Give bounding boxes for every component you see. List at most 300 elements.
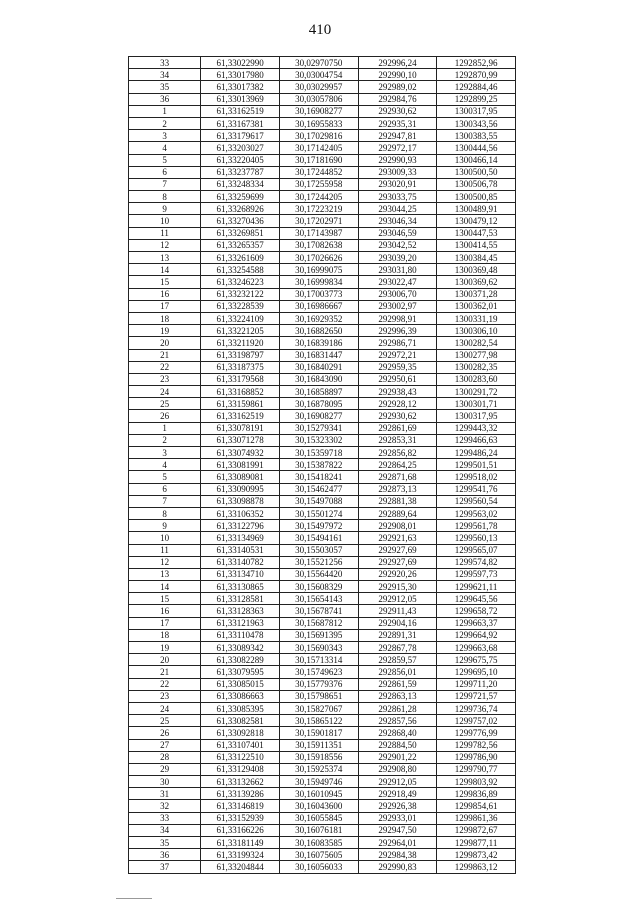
cell-point-number: 13 xyxy=(129,568,201,580)
cell-longitude: 30,15925374 xyxy=(279,763,358,775)
table-row xyxy=(129,568,516,580)
cell-point-number: 7 xyxy=(129,495,201,507)
table-row xyxy=(129,605,516,617)
cell-x-coordinate: 292950,61 xyxy=(358,373,437,385)
cell-y-coordinate: 1299803,92 xyxy=(437,776,516,788)
cell-x-coordinate: 292984,76 xyxy=(358,93,437,105)
cell-longitude: 30,15654143 xyxy=(279,593,358,605)
cell-y-coordinate: 1292852,96 xyxy=(437,57,516,69)
cell-y-coordinate: 1299664,92 xyxy=(437,629,516,641)
cell-latitude: 61,33121963 xyxy=(201,617,280,629)
cell-x-coordinate: 292972,17 xyxy=(358,142,437,154)
cell-latitude: 61,33122510 xyxy=(201,751,280,763)
table-row xyxy=(129,93,516,105)
cell-y-coordinate: 1300343,56 xyxy=(437,117,516,129)
cell-longitude: 30,15359718 xyxy=(279,447,358,459)
cell-longitude: 30,15713314 xyxy=(279,654,358,666)
cell-point-number: 18 xyxy=(129,312,201,324)
cell-point-number: 26 xyxy=(129,410,201,422)
cell-longitude: 30,15497972 xyxy=(279,520,358,532)
cell-latitude: 61,33079595 xyxy=(201,666,280,678)
cell-x-coordinate: 293022,47 xyxy=(358,276,437,288)
table-row xyxy=(129,288,516,300)
cell-y-coordinate: 1299782,56 xyxy=(437,739,516,751)
cell-longitude: 30,15418241 xyxy=(279,471,358,483)
cell-longitude: 30,15497088 xyxy=(279,495,358,507)
table-row xyxy=(129,117,516,129)
cell-latitude: 61,33089342 xyxy=(201,642,280,654)
cell-latitude: 61,33134969 xyxy=(201,532,280,544)
cell-point-number: 23 xyxy=(129,373,201,385)
cell-longitude: 30,17029816 xyxy=(279,130,358,142)
table-row xyxy=(129,69,516,81)
cell-latitude: 61,33269851 xyxy=(201,227,280,239)
table-row xyxy=(129,459,516,471)
cell-point-number: 19 xyxy=(129,642,201,654)
table-row xyxy=(129,507,516,519)
cell-y-coordinate: 1300283,60 xyxy=(437,373,516,385)
cell-y-coordinate: 1299695,10 xyxy=(437,666,516,678)
cell-y-coordinate: 1300306,10 xyxy=(437,325,516,337)
cell-point-number: 14 xyxy=(129,581,201,593)
cell-longitude: 30,15901817 xyxy=(279,727,358,739)
cell-latitude: 61,33166226 xyxy=(201,824,280,836)
table-row xyxy=(129,178,516,190)
table-row xyxy=(129,824,516,836)
cell-point-number: 16 xyxy=(129,605,201,617)
page-number: 410 xyxy=(308,22,332,38)
cell-latitude: 61,33085015 xyxy=(201,678,280,690)
cell-longitude: 30,15279341 xyxy=(279,422,358,434)
table-row xyxy=(129,678,516,690)
cell-x-coordinate: 292990,10 xyxy=(358,69,437,81)
cell-point-number: 3 xyxy=(129,130,201,142)
cell-longitude: 30,16858897 xyxy=(279,386,358,398)
cell-latitude: 61,33159861 xyxy=(201,398,280,410)
table-row xyxy=(129,715,516,727)
table-row xyxy=(129,166,516,178)
cell-latitude: 61,33128581 xyxy=(201,593,280,605)
cell-y-coordinate: 1300282,54 xyxy=(437,337,516,349)
cell-latitude: 61,33082581 xyxy=(201,715,280,727)
cell-x-coordinate: 292998,91 xyxy=(358,312,437,324)
table-row xyxy=(129,702,516,714)
cell-y-coordinate: 1300277,98 xyxy=(437,349,516,361)
cell-point-number: 18 xyxy=(129,629,201,641)
cell-x-coordinate: 292889,64 xyxy=(358,507,437,519)
table-row xyxy=(129,276,516,288)
cell-y-coordinate: 1300317,95 xyxy=(437,105,516,117)
cell-latitude: 61,33168852 xyxy=(201,386,280,398)
table-row xyxy=(129,544,516,556)
cell-y-coordinate: 1300500,85 xyxy=(437,191,516,203)
cell-point-number: 35 xyxy=(129,837,201,849)
cell-latitude: 61,33268926 xyxy=(201,203,280,215)
cell-y-coordinate: 1299675,75 xyxy=(437,654,516,666)
cell-y-coordinate: 1300414,55 xyxy=(437,239,516,251)
cell-y-coordinate: 1300369,48 xyxy=(437,264,516,276)
cell-point-number: 25 xyxy=(129,398,201,410)
cell-latitude: 61,33081991 xyxy=(201,459,280,471)
cell-longitude: 30,02970750 xyxy=(279,57,358,69)
cell-longitude: 30,15827067 xyxy=(279,702,358,714)
cell-latitude: 61,33122796 xyxy=(201,520,280,532)
cell-latitude: 61,33132662 xyxy=(201,776,280,788)
cell-point-number: 1 xyxy=(129,105,201,117)
cell-latitude: 61,33098878 xyxy=(201,495,280,507)
cell-point-number: 23 xyxy=(129,690,201,702)
cell-longitude: 30,17143987 xyxy=(279,227,358,239)
cell-x-coordinate: 292901,22 xyxy=(358,751,437,763)
cell-y-coordinate: 1300479,12 xyxy=(437,215,516,227)
cell-x-coordinate: 292861,69 xyxy=(358,422,437,434)
cell-longitude: 30,15949746 xyxy=(279,776,358,788)
cell-y-coordinate: 1300384,45 xyxy=(437,252,516,264)
cell-x-coordinate: 292918,49 xyxy=(358,788,437,800)
cell-point-number: 14 xyxy=(129,264,201,276)
cell-x-coordinate: 292856,01 xyxy=(358,666,437,678)
cell-latitude: 61,33146819 xyxy=(201,800,280,812)
cell-y-coordinate: 1292899,25 xyxy=(437,93,516,105)
cell-longitude: 30,15503057 xyxy=(279,544,358,556)
cell-x-coordinate: 292857,56 xyxy=(358,715,437,727)
cell-longitude: 30,15691395 xyxy=(279,629,358,641)
cell-y-coordinate: 1299621,11 xyxy=(437,581,516,593)
cell-longitude: 30,17202971 xyxy=(279,215,358,227)
table-row xyxy=(129,142,516,154)
table-row xyxy=(129,349,516,361)
table-row xyxy=(129,312,516,324)
cell-y-coordinate: 1299786,90 xyxy=(437,751,516,763)
cell-x-coordinate: 292996,24 xyxy=(358,57,437,69)
cell-y-coordinate: 1299563,02 xyxy=(437,507,516,519)
cell-longitude: 30,16878095 xyxy=(279,398,358,410)
cell-y-coordinate: 1299663,68 xyxy=(437,642,516,654)
cell-x-coordinate: 292868,40 xyxy=(358,727,437,739)
cell-x-coordinate: 292881,38 xyxy=(358,495,437,507)
table-row xyxy=(129,373,516,385)
cell-longitude: 30,15564420 xyxy=(279,568,358,580)
cell-point-number: 2 xyxy=(129,117,201,129)
cell-longitude: 30,15323302 xyxy=(279,434,358,446)
table-row xyxy=(129,800,516,812)
table-row xyxy=(129,130,516,142)
cell-latitude: 61,33246223 xyxy=(201,276,280,288)
cell-x-coordinate: 292927,69 xyxy=(358,544,437,556)
table-row xyxy=(129,227,516,239)
cell-longitude: 30,17026626 xyxy=(279,252,358,264)
cell-longitude: 30,15521256 xyxy=(279,556,358,568)
cell-latitude: 61,33017980 xyxy=(201,69,280,81)
cell-point-number: 9 xyxy=(129,520,201,532)
cell-y-coordinate: 1299872,67 xyxy=(437,824,516,836)
cell-x-coordinate: 292856,82 xyxy=(358,447,437,459)
cell-point-number: 27 xyxy=(129,739,201,751)
cell-longitude: 30,16882650 xyxy=(279,325,358,337)
table-row xyxy=(129,398,516,410)
cell-y-coordinate: 1300466,14 xyxy=(437,154,516,166)
cell-latitude: 61,33181149 xyxy=(201,837,280,849)
table-row xyxy=(129,593,516,605)
table-row xyxy=(129,837,516,849)
cell-point-number: 17 xyxy=(129,617,201,629)
cell-longitude: 30,03057806 xyxy=(279,93,358,105)
table-row xyxy=(129,203,516,215)
cell-longitude: 30,16999075 xyxy=(279,264,358,276)
cell-y-coordinate: 1300506,78 xyxy=(437,178,516,190)
cell-point-number: 19 xyxy=(129,325,201,337)
cell-latitude: 61,33140782 xyxy=(201,556,280,568)
table-row xyxy=(129,495,516,507)
cell-longitude: 30,16831447 xyxy=(279,349,358,361)
table-row xyxy=(129,776,516,788)
cell-x-coordinate: 292990,83 xyxy=(358,861,437,873)
cell-longitude: 30,15865122 xyxy=(279,715,358,727)
cell-y-coordinate: 1299565,07 xyxy=(437,544,516,556)
cell-y-coordinate: 1300371,28 xyxy=(437,288,516,300)
coordinates-table-body xyxy=(129,57,516,874)
cell-latitude: 61,33179568 xyxy=(201,373,280,385)
cell-point-number: 15 xyxy=(129,276,201,288)
cell-x-coordinate: 293033,75 xyxy=(358,191,437,203)
cell-point-number: 16 xyxy=(129,288,201,300)
cell-latitude: 61,33162519 xyxy=(201,410,280,422)
cell-y-coordinate: 1300362,01 xyxy=(437,300,516,312)
table-row xyxy=(129,556,516,568)
table-row xyxy=(129,642,516,654)
cell-y-coordinate: 1299574,82 xyxy=(437,556,516,568)
cell-x-coordinate: 293031,80 xyxy=(358,264,437,276)
cell-y-coordinate: 1299541,76 xyxy=(437,483,516,495)
cell-y-coordinate: 1299711,20 xyxy=(437,678,516,690)
cell-point-number: 15 xyxy=(129,593,201,605)
cell-longitude: 30,16843090 xyxy=(279,373,358,385)
cell-x-coordinate: 292947,50 xyxy=(358,824,437,836)
cell-x-coordinate: 292984,38 xyxy=(358,849,437,861)
cell-latitude: 61,33167381 xyxy=(201,117,280,129)
cell-latitude: 61,33129408 xyxy=(201,763,280,775)
cell-latitude: 61,33203027 xyxy=(201,142,280,154)
cell-x-coordinate: 292871,68 xyxy=(358,471,437,483)
cell-latitude: 61,33228539 xyxy=(201,300,280,312)
cell-point-number: 12 xyxy=(129,556,201,568)
cell-latitude: 61,33179617 xyxy=(201,130,280,142)
cell-point-number: 6 xyxy=(129,483,201,495)
cell-latitude: 61,33092818 xyxy=(201,727,280,739)
table-row xyxy=(129,81,516,93)
cell-point-number: 21 xyxy=(129,666,201,678)
table-row xyxy=(129,447,516,459)
cell-point-number: 31 xyxy=(129,788,201,800)
table-row xyxy=(129,812,516,824)
coordinates-table xyxy=(128,56,516,874)
cell-point-number: 36 xyxy=(129,93,201,105)
table-row xyxy=(129,861,516,873)
cell-latitude: 61,33134710 xyxy=(201,568,280,580)
cell-latitude: 61,33106352 xyxy=(201,507,280,519)
cell-point-number: 11 xyxy=(129,227,201,239)
table-row xyxy=(129,154,516,166)
cell-y-coordinate: 1299861,36 xyxy=(437,812,516,824)
cell-longitude: 30,15501274 xyxy=(279,507,358,519)
cell-x-coordinate: 292904,16 xyxy=(358,617,437,629)
cell-latitude: 61,33237787 xyxy=(201,166,280,178)
cell-point-number: 5 xyxy=(129,154,201,166)
cell-latitude: 61,33022990 xyxy=(201,57,280,69)
table-row xyxy=(129,763,516,775)
cell-latitude: 61,33082289 xyxy=(201,654,280,666)
cell-y-coordinate: 1300447,53 xyxy=(437,227,516,239)
cell-longitude: 30,15494161 xyxy=(279,532,358,544)
table-row xyxy=(129,300,516,312)
cell-point-number: 20 xyxy=(129,654,201,666)
table-row xyxy=(129,410,516,422)
cell-point-number: 29 xyxy=(129,763,201,775)
cell-x-coordinate: 293046,59 xyxy=(358,227,437,239)
cell-latitude: 61,33130865 xyxy=(201,581,280,593)
cell-point-number: 24 xyxy=(129,386,201,398)
cell-x-coordinate: 292921,63 xyxy=(358,532,437,544)
cell-latitude: 61,33211920 xyxy=(201,337,280,349)
table-row xyxy=(129,386,516,398)
cell-latitude: 61,33140531 xyxy=(201,544,280,556)
cell-point-number: 26 xyxy=(129,727,201,739)
cell-x-coordinate: 292928,12 xyxy=(358,398,437,410)
cell-latitude: 61,33265357 xyxy=(201,239,280,251)
cell-longitude: 30,16839186 xyxy=(279,337,358,349)
cell-longitude: 30,16055845 xyxy=(279,812,358,824)
table-row xyxy=(129,105,516,117)
cell-x-coordinate: 292927,69 xyxy=(358,556,437,568)
table-row xyxy=(129,739,516,751)
cell-latitude: 61,33254588 xyxy=(201,264,280,276)
cell-longitude: 30,15918556 xyxy=(279,751,358,763)
cell-longitude: 30,15687812 xyxy=(279,617,358,629)
cell-y-coordinate: 1299560,13 xyxy=(437,532,516,544)
cell-latitude: 61,33128363 xyxy=(201,605,280,617)
cell-y-coordinate: 1292884,46 xyxy=(437,81,516,93)
cell-y-coordinate: 1299560,54 xyxy=(437,495,516,507)
cell-x-coordinate: 292947,81 xyxy=(358,130,437,142)
cell-latitude: 61,33220405 xyxy=(201,154,280,166)
cell-latitude: 61,33198797 xyxy=(201,349,280,361)
cell-x-coordinate: 292990,93 xyxy=(358,154,437,166)
cell-point-number: 33 xyxy=(129,57,201,69)
cell-x-coordinate: 293020,91 xyxy=(358,178,437,190)
cell-latitude: 61,33078191 xyxy=(201,422,280,434)
cell-point-number: 10 xyxy=(129,215,201,227)
cell-x-coordinate: 293046,34 xyxy=(358,215,437,227)
table-row xyxy=(129,690,516,702)
table-row xyxy=(129,654,516,666)
cell-x-coordinate: 292915,30 xyxy=(358,581,437,593)
cell-latitude: 61,33270436 xyxy=(201,215,280,227)
cell-point-number: 17 xyxy=(129,300,201,312)
cell-point-number: 30 xyxy=(129,776,201,788)
cell-latitude: 61,33110478 xyxy=(201,629,280,641)
cell-point-number: 37 xyxy=(129,861,201,873)
table-row xyxy=(129,337,516,349)
cell-longitude: 30,16986667 xyxy=(279,300,358,312)
table-row xyxy=(129,581,516,593)
cell-y-coordinate: 1299518,02 xyxy=(437,471,516,483)
cell-point-number: 32 xyxy=(129,800,201,812)
cell-x-coordinate: 292853,31 xyxy=(358,434,437,446)
cell-point-number: 2 xyxy=(129,434,201,446)
cell-longitude: 30,16043600 xyxy=(279,800,358,812)
cell-y-coordinate: 1300301,71 xyxy=(437,398,516,410)
cell-y-coordinate: 1300383,55 xyxy=(437,130,516,142)
cell-point-number: 22 xyxy=(129,361,201,373)
cell-x-coordinate: 293009,33 xyxy=(358,166,437,178)
cell-longitude: 30,17244852 xyxy=(279,166,358,178)
cell-x-coordinate: 293044,25 xyxy=(358,203,437,215)
cell-latitude: 61,33162519 xyxy=(201,105,280,117)
cell-latitude: 61,33086663 xyxy=(201,690,280,702)
cell-latitude: 61,33259699 xyxy=(201,191,280,203)
cell-longitude: 30,16929352 xyxy=(279,312,358,324)
cell-longitude: 30,16999834 xyxy=(279,276,358,288)
cell-x-coordinate: 292959,35 xyxy=(358,361,437,373)
cell-y-coordinate: 1300291,72 xyxy=(437,386,516,398)
cell-longitude: 30,15911351 xyxy=(279,739,358,751)
cell-x-coordinate: 292861,28 xyxy=(358,702,437,714)
cell-longitude: 30,16955833 xyxy=(279,117,358,129)
cell-x-coordinate: 292989,02 xyxy=(358,81,437,93)
cell-point-number: 9 xyxy=(129,203,201,215)
cell-point-number: 34 xyxy=(129,69,201,81)
cell-latitude: 61,33089081 xyxy=(201,471,280,483)
table-row xyxy=(129,483,516,495)
cell-latitude: 61,33085395 xyxy=(201,702,280,714)
cell-x-coordinate: 292891,31 xyxy=(358,629,437,641)
cell-latitude: 61,33017382 xyxy=(201,81,280,93)
cell-y-coordinate: 1299663,37 xyxy=(437,617,516,629)
cell-x-coordinate: 292867,78 xyxy=(358,642,437,654)
table-row xyxy=(129,252,516,264)
cell-point-number: 8 xyxy=(129,191,201,203)
cell-point-number: 6 xyxy=(129,166,201,178)
cell-y-coordinate: 1300444,56 xyxy=(437,142,516,154)
cell-latitude: 61,33224109 xyxy=(201,312,280,324)
cell-x-coordinate: 292912,05 xyxy=(358,776,437,788)
cell-longitude: 30,17003773 xyxy=(279,288,358,300)
cell-latitude: 61,33187375 xyxy=(201,361,280,373)
cell-longitude: 30,17142405 xyxy=(279,142,358,154)
cell-x-coordinate: 292861,59 xyxy=(358,678,437,690)
cell-longitude: 30,15798651 xyxy=(279,690,358,702)
cell-y-coordinate: 1299658,72 xyxy=(437,605,516,617)
cell-point-number: 4 xyxy=(129,459,201,471)
cell-y-coordinate: 1299836,89 xyxy=(437,788,516,800)
cell-point-number: 25 xyxy=(129,715,201,727)
table-row xyxy=(129,434,516,446)
table-row xyxy=(129,471,516,483)
cell-longitude: 30,16908277 xyxy=(279,410,358,422)
cell-x-coordinate: 292873,13 xyxy=(358,483,437,495)
cell-x-coordinate: 292986,71 xyxy=(358,337,437,349)
cell-longitude: 30,16075605 xyxy=(279,849,358,861)
cell-point-number: 20 xyxy=(129,337,201,349)
table-row xyxy=(129,788,516,800)
table-row xyxy=(129,629,516,641)
cell-longitude: 30,16840291 xyxy=(279,361,358,373)
cell-latitude: 61,33204844 xyxy=(201,861,280,873)
cell-point-number: 11 xyxy=(129,544,201,556)
cell-point-number: 13 xyxy=(129,252,201,264)
cell-x-coordinate: 292863,13 xyxy=(358,690,437,702)
cell-x-coordinate: 292964,01 xyxy=(358,837,437,849)
